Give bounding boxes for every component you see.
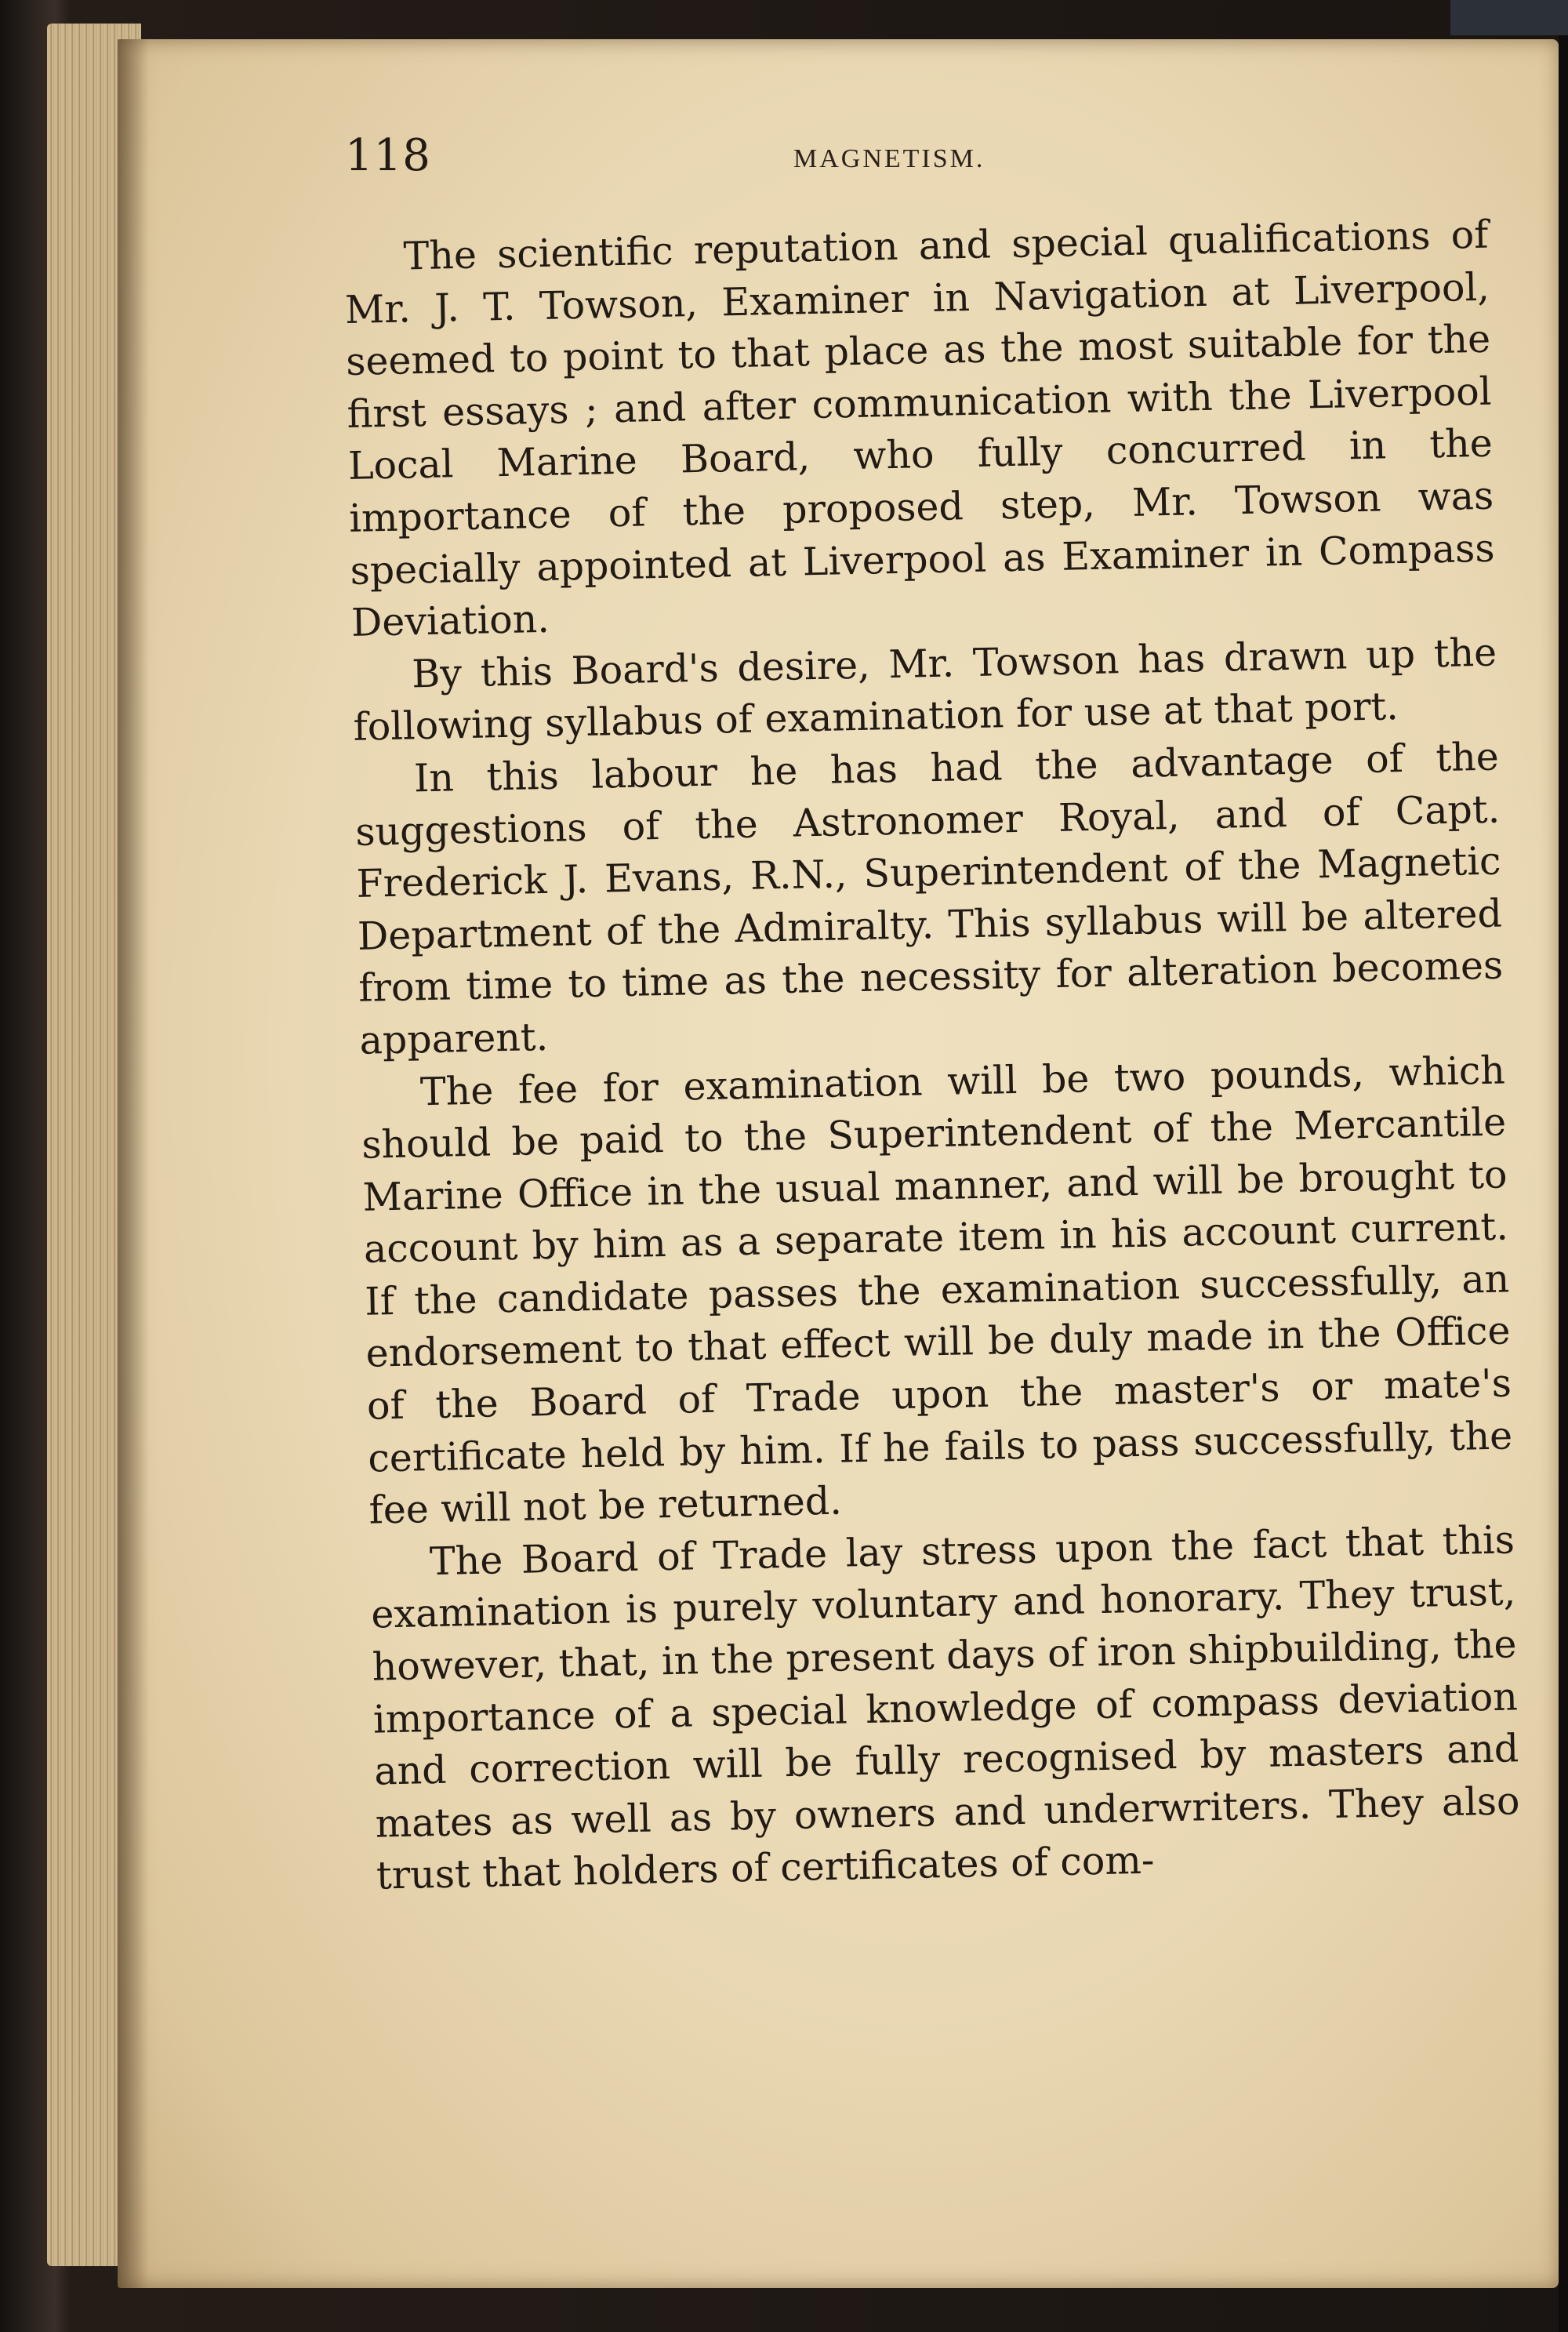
spine-shadow (118, 39, 149, 2288)
paragraph-1: The scientific reputation and special qualifications of Mr. J. T. Towson, Examiner in Navigation at Liverpool, seemed to point to that place as the most suitable for the first essays ; and after communication with the Liverpool Local Marine Board, who fully concurred in the importance of the proposed step, Mr. Towson was specially appointed at Liverpool as Examiner in Compass Deviation. (344, 212, 1495, 646)
paragraph-2: By this Board's desire, Mr. Towson has drawn up the following syllabus of examination for use at that port. (353, 630, 1497, 750)
running-head: MAGNETISM. (793, 144, 985, 173)
corner-mark (1450, 0, 1568, 35)
paragraph-5: The Board of Trade lay stress upon the fact that this examination is purely voluntary and honorary. They trust, however, that, in the present days of iron shipbuilding, the importance of a special knowledge of compass deviation and correction will be fully recognised by masters and mates as well as by owners and underwriters. They also trust that holders of certificates of com- (370, 1517, 1521, 1898)
paragraph-3: In this labour he has had the advantage of the suggestions of the Astronomer Royal, and of Capt. Frederick J. Evans, R.N., Superintendent of the Magnetic Department of the Admiralty. This syllabus will be altered from time to time as the necessity for alteration becomes apparent. (354, 734, 1504, 1063)
page-number: 118 (345, 130, 431, 181)
body-text (343, 209, 1521, 1903)
page-header (345, 125, 1443, 188)
paragraph-4: The fee for examination will be two pounds, which should be paid to the Superintendent of the Mercantile Marine Office in the usual manner, and will be brought to account by him as a separate item in his account current. If the candidate passes the examination successfully, an endorsement to that effect will be duly made in the Office of the Board of Trade upon the master's or mate's certificate held by him. If he fails to pass successfully, the fee will not be returned. (361, 1047, 1513, 1533)
right-edge (1559, 0, 1568, 2332)
